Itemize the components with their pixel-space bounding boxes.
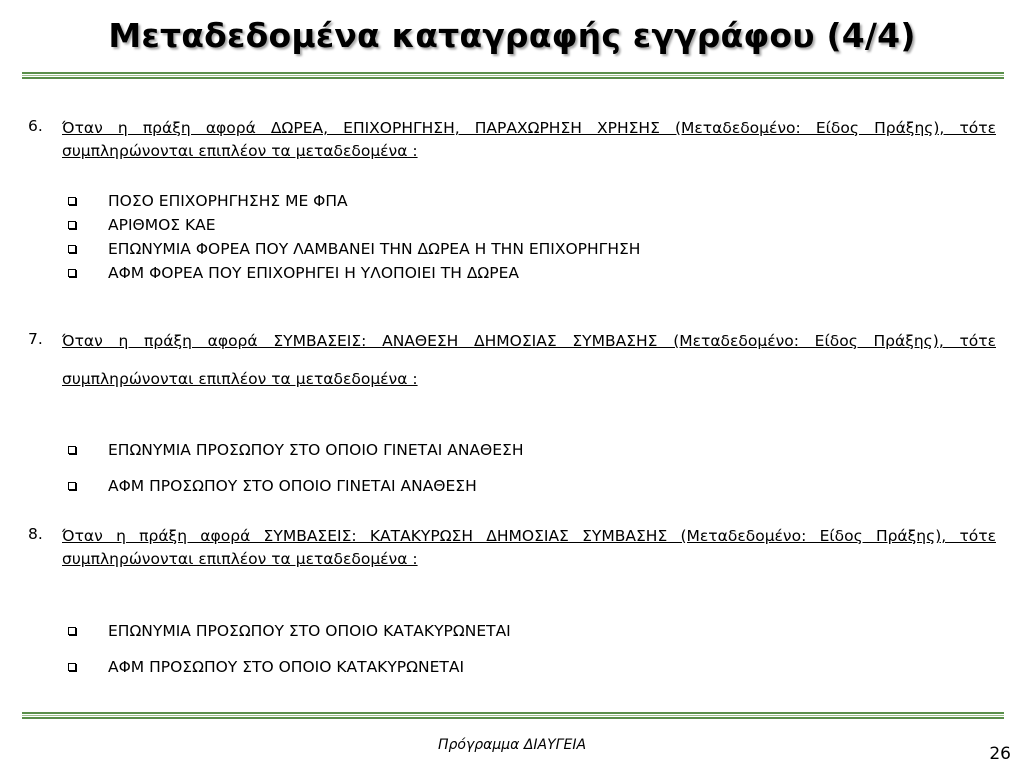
section-heading: Όταν η πράξη αφορά ΔΩΡΕΑ, ΕΠΙΧΟΡΗΓΗΣΗ, ΠΑΡΑΧΩΡΗΣΗ ΧΡΗΣΗΣ (Μεταδεδομένο: Είδος Πράξης), τότε συμπληρώνονται επιπλέον τα μεταδεδομένα : [62, 119, 996, 160]
checkbox-bullet-icon [68, 197, 76, 205]
section-number: 8. [28, 525, 43, 543]
top-divider [22, 72, 1004, 80]
list-item: ΕΠΩΝΥΜΙΑ ΠΡΟΣΩΠΟΥ ΣΤΟ ΟΠΟΙΟ ΓΙΝΕΤΑΙ ΑΝΑΘΕΣΗ [28, 432, 996, 468]
list-item: ΕΠΩΝΥΜΙΑ ΠΡΟΣΩΠΟΥ ΣΤΟ ΟΠΟΙΟ ΚΑΤΑΚΥΡΩΝΕΤΑΙ [28, 613, 996, 649]
page-number: 26 [989, 744, 1011, 764]
section-number: 6. [28, 117, 43, 135]
list-item: ΑΦΜ ΠΡΟΣΩΠΟΥ ΣΤΟ ΟΠΟΙΟ ΓΙΝΕΤΑΙ ΑΝΑΘΕΣΗ [28, 468, 996, 504]
list-item: ΑΡΙΘΜΟΣ ΚΑΕ [28, 213, 996, 237]
list-item: ΕΠΩΝΥΜΙΑ ΦΟΡΕΑ ΠΟΥ ΛΑΜΒΑΝΕΙ ΤΗΝ ΔΩΡΕΑ Η ΤΗΝ ΕΠΙΧΟΡΗΓΗΣΗ [28, 237, 996, 261]
checkbox-bullet-icon [68, 221, 76, 229]
section-number: 7. [28, 330, 43, 348]
slide-title: Μεταδεδομένα καταγραφής εγγράφου (4/4) [108, 16, 916, 55]
list-item: ΠΟΣΟ ΕΠΙΧΟΡΗΓΗΣΗΣ ΜΕ ΦΠΑ [28, 189, 996, 213]
bottom-divider [22, 712, 1004, 720]
section-8 [28, 525, 996, 685]
section-heading: Όταν η πράξη αφορά ΣΥΜΒΑΣΕΙΣ: ΑΝΑΘΕΣΗ ΔΗΜΟΣΙΑΣ ΣΥΜΒΑΣΗΣ (Μεταδεδομένο: Είδος Πράξης), τότε συμπληρώνονται επιπλέον τα μεταδεδομένα : [62, 332, 996, 388]
section-heading: Όταν η πράξη αφορά ΣΥΜΒΑΣΕΙΣ: ΚΑΤΑΚΥΡΩΣΗ ΔΗΜΟΣΙΑΣ ΣΥΜΒΑΣΗΣ (Μεταδεδομένο: Είδος Πράξης), τότε συμπληρώνονται επιπλέον τα μεταδεδομένα : [62, 527, 996, 568]
footer-text: Πρόγραμμα ΔΙΑΥΓΕΙΑ [437, 737, 587, 753]
section-6 [28, 117, 996, 285]
list-item: ΑΦΜ ΦΟΡΕΑ ΠΟΥ ΕΠΙΧΟΡΗΓΕΙ Η ΥΛΟΠΟΙΕΙ ΤΗ ΔΩΡΕΑ [28, 261, 996, 285]
checkbox-bullet-icon [68, 245, 76, 253]
list-item: ΑΦΜ ΠΡΟΣΩΠΟΥ ΣΤΟ ΟΠΟΙΟ ΚΑΤΑΚΥΡΩΝΕΤΑΙ [28, 649, 996, 685]
checkbox-bullet-icon [68, 482, 76, 490]
checkbox-bullet-icon [68, 627, 76, 635]
checkbox-bullet-icon [68, 446, 76, 454]
checkbox-bullet-icon [68, 269, 76, 277]
checkbox-bullet-icon [68, 663, 76, 671]
section-7 [28, 322, 996, 504]
